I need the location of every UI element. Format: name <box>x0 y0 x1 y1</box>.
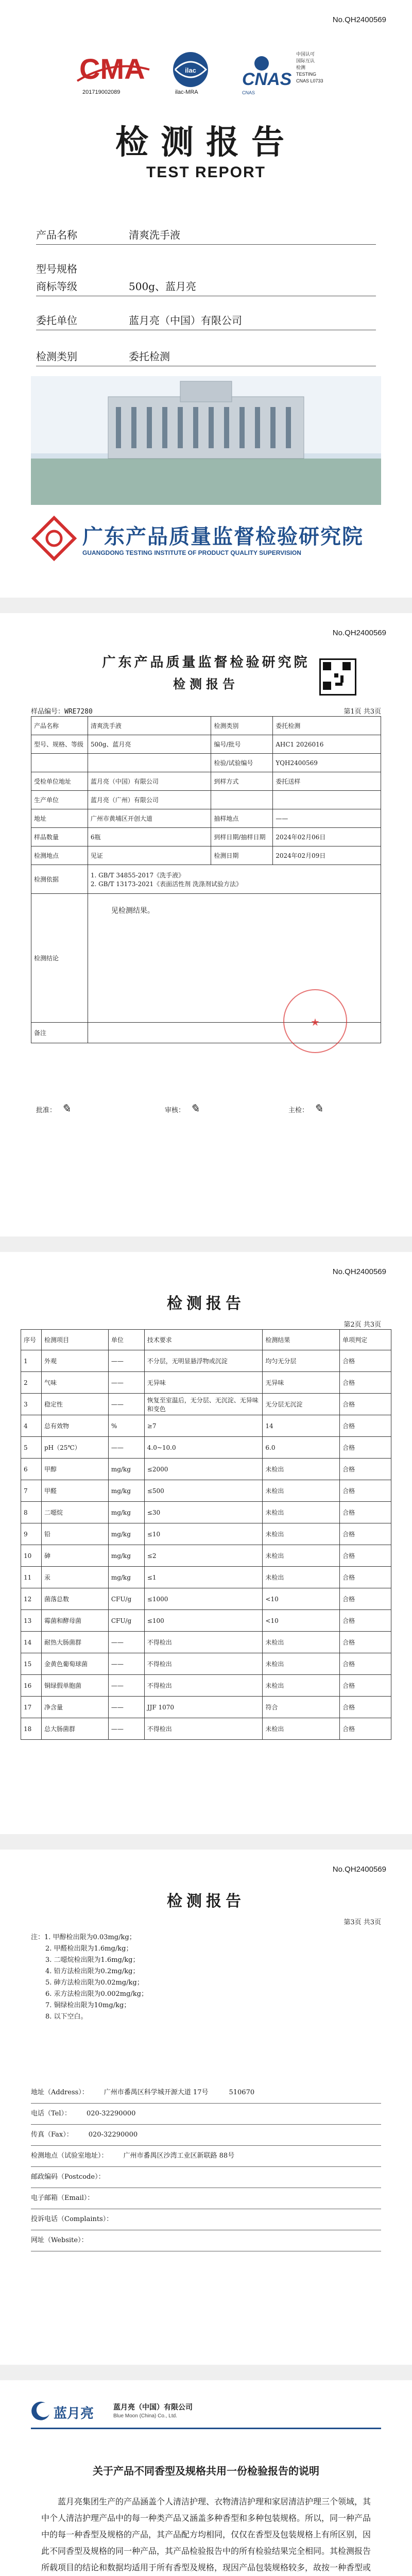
requirement: ≤1 <box>144 1567 263 1588</box>
table-row <box>21 1372 391 1394</box>
cnas-caption-line: 检测 <box>296 65 306 70</box>
result: <10 <box>263 1610 340 1632</box>
svg-text:ilac: ilac <box>185 66 196 74</box>
test-item: 总大肠菌群 <box>41 1718 108 1740</box>
cell-label: 到样日期/抽样日期 <box>211 828 273 846</box>
result: 未检出 <box>263 1459 340 1480</box>
requirement: 无异味 <box>144 1372 263 1394</box>
company-name: 蓝月亮（中国）有限公司 <box>113 2403 193 2412</box>
verdict: 合格 <box>340 1567 391 1588</box>
basis-line: 1. GB/T 34855-2017《洗手液》 <box>90 871 185 879</box>
column-header: 单位 <box>108 1330 144 1350</box>
test-item: pH（25℃） <box>41 1437 108 1459</box>
note-line: 3. 二噁烷检出限为1.6mg/kg； <box>45 1956 140 1964</box>
statement-paragraph: 蓝月亮集团生产的产品涵盖个人清洁护理、衣物清洁护理和家居清洁护理三个领域，其中个人清洁护理产品中的每一种类产品又涵盖多种香型和多种包装规格。所以，同一种产品中的每一种香型及规格的产品，其产品配方均相同，仅仅在香型及包装规格上有所区别，因此不同香型及规格的同一种产品，其产品检验报告中的所有检验结果完全相同。其检测报告所载项目的结论和数据均适用于所有香型及规格，现因产品包装规格较多，故按一种香型或 <box>41 2497 371 2572</box>
row-index: 4 <box>21 1415 42 1437</box>
report-number: No.QH2400569 <box>332 1267 386 1276</box>
result: 14 <box>263 1415 340 1437</box>
cell-label: 检测地点 <box>31 846 88 865</box>
contact-value: 广州市番禺区沙湾工业区新联路 88号 <box>123 2152 235 2160</box>
contact-row <box>31 2129 381 2146</box>
row-index: 14 <box>21 1632 42 1653</box>
test-item: 铅 <box>41 1523 108 1545</box>
table-row <box>21 1718 391 1740</box>
brand-name: 蓝月亮 <box>54 2406 94 2421</box>
institute-logo-icon <box>31 515 77 562</box>
report-page-1 <box>0 613 412 1236</box>
result: 均匀无分层 <box>263 1350 340 1372</box>
cell-label: 产品名称 <box>31 717 88 735</box>
table-row <box>21 1350 391 1372</box>
sign-label: 审核： <box>165 1107 185 1114</box>
row-index: 9 <box>21 1523 42 1545</box>
cma-code: 201719002089 <box>82 89 121 95</box>
test-item: 砷 <box>41 1545 108 1567</box>
verdict: 合格 <box>340 1459 391 1480</box>
result: 未检出 <box>263 1632 340 1653</box>
row-index: 3 <box>21 1394 42 1415</box>
cell-value: 2024年02月09日 <box>273 846 381 865</box>
contact-value: 020-32290000 <box>88 2131 138 2139</box>
requirement: ≤500 <box>144 1480 263 1502</box>
page-gap <box>0 598 412 613</box>
statement-page <box>0 2380 412 2576</box>
verdict: 合格 <box>340 1372 391 1394</box>
row-index: 17 <box>21 1697 42 1718</box>
cell-value: 500g、蓝月亮 <box>88 735 211 754</box>
row-label: 型号规格 <box>36 263 77 275</box>
cell-label: 检测类别 <box>211 717 273 735</box>
row-index: 11 <box>21 1567 42 1588</box>
cell-value: YQH2400569 <box>273 754 381 772</box>
unit: —— <box>108 1632 144 1653</box>
accreditation-logos <box>0 49 412 95</box>
page-indicator: 第2页 共3页 <box>344 1321 381 1329</box>
cell-value <box>273 791 381 809</box>
sample-number <box>31 706 93 716</box>
row-index: 10 <box>21 1545 42 1567</box>
page-title: 检测报告 <box>167 1295 245 1313</box>
test-item: 菌落总数 <box>41 1588 108 1610</box>
cell-value: 委托送样 <box>273 772 381 791</box>
requirement: JJF 1070 <box>144 1697 263 1718</box>
cell-label: 检测日期 <box>211 846 273 865</box>
contact-value: 广州市番禺区科学城开源大道 17号 <box>104 2089 209 2096</box>
row-label: 商标等级 <box>36 280 77 293</box>
requirement: 不得检出 <box>144 1632 263 1653</box>
cell-value: 2024年02月06日 <box>273 828 381 846</box>
contact-label: 电话（Tel）： <box>31 2110 72 2117</box>
column-header: 检测结果 <box>263 1330 340 1350</box>
basis-cell <box>88 865 381 894</box>
result: 无分层无沉淀 <box>263 1394 340 1415</box>
contact-row <box>31 2234 381 2251</box>
cell-label: 抽样地点 <box>211 809 273 828</box>
svg-text:CNAS: CNAS <box>242 70 292 89</box>
contact-label: 电子邮箱（Email）： <box>31 2194 94 2202</box>
requirement: ≤2 <box>144 1545 263 1567</box>
sign-label: 主检： <box>288 1107 309 1114</box>
test-item: 甲醛 <box>41 1480 108 1502</box>
report-title: 检测报告 <box>115 123 297 162</box>
column-header: 单项判定 <box>340 1330 391 1350</box>
contact-row <box>31 2213 381 2230</box>
note-line: 6. 汞方法检出限为0.002mg/kg； <box>45 1990 148 1998</box>
test-item: 耐热大肠菌群 <box>41 1632 108 1653</box>
unit: mg/kg <box>108 1567 144 1588</box>
requirement: ≤10 <box>144 1523 263 1545</box>
ilac-mra-logo <box>165 49 216 95</box>
row-index: 7 <box>21 1480 42 1502</box>
table-row <box>21 1588 391 1610</box>
report-number: No.QH2400569 <box>332 629 386 637</box>
unit: —— <box>108 1675 144 1697</box>
page-indicator: 第3页 共3页 <box>344 1919 381 1926</box>
test-item: 霉菌和酵母菌 <box>41 1610 108 1632</box>
contact-label: 传真（Fax）： <box>31 2131 73 2139</box>
svg-text:CMA: CMA <box>79 53 145 85</box>
verdict: 合格 <box>340 1632 391 1653</box>
result: 未检出 <box>263 1675 340 1697</box>
cover-page <box>0 0 412 598</box>
verdict: 合格 <box>340 1653 391 1675</box>
contact-block <box>31 2087 381 2256</box>
note-line: 4. 铅方法检出限为0.2mg/kg； <box>45 1968 140 1975</box>
test-item: 总有效物 <box>41 1415 108 1437</box>
row-index: 1 <box>21 1350 42 1372</box>
cell-label: 检测依据 <box>31 865 88 894</box>
unit: CFU/g <box>108 1610 144 1632</box>
table-row <box>21 1415 391 1437</box>
row-value: 委托检测 <box>129 350 170 363</box>
ilac-label: ilac-MRA <box>175 89 198 95</box>
unit: mg/kg <box>108 1480 144 1502</box>
cell-value: 见证 <box>88 846 211 865</box>
requirement: ≤2000 <box>144 1459 263 1480</box>
table-row <box>21 1567 391 1588</box>
table-row <box>21 1545 391 1567</box>
unit: % <box>108 1415 144 1437</box>
cell-value: 委托检测 <box>273 717 381 735</box>
institute-building-photo <box>31 376 381 505</box>
page-indicator: 第1页 共3页 <box>344 708 381 716</box>
table-row <box>21 1480 391 1502</box>
table-header <box>21 1330 391 1350</box>
contact-row <box>31 2150 381 2167</box>
cell-label: 地址 <box>31 809 88 828</box>
unit: —— <box>108 1350 144 1372</box>
cell-label: 备注 <box>31 1023 88 1043</box>
cma-logo <box>72 49 154 95</box>
contact-value: 020-32290000 <box>87 2110 136 2117</box>
row-index: 6 <box>21 1459 42 1480</box>
verdict: 合格 <box>340 1610 391 1632</box>
table-row <box>21 1502 391 1523</box>
notes-list <box>31 1932 148 2023</box>
table-row <box>21 1523 391 1545</box>
page-gap <box>0 1834 412 1850</box>
contact-extra: 510670 <box>229 2089 255 2096</box>
table-row <box>21 1653 391 1675</box>
verdict: 合格 <box>340 1718 391 1740</box>
result: 未检出 <box>263 1653 340 1675</box>
row-value: 蓝月亮（中国）有限公司 <box>129 314 242 327</box>
report-page-2 <box>0 1252 412 1834</box>
row-index: 8 <box>21 1502 42 1523</box>
test-item: 外观 <box>41 1350 108 1372</box>
sign-label: 批准： <box>36 1107 57 1114</box>
note-line: 5. 砷方法检出限为0.02mg/kg； <box>45 1979 144 1987</box>
company-name-en: Blue Moon (China) Co., Ltd. <box>113 2413 177 2419</box>
result: 无异味 <box>263 1372 340 1394</box>
result: <10 <box>263 1588 340 1610</box>
cell-label: 到样方式 <box>211 772 273 791</box>
sample-number-value: WRE7280 <box>64 708 93 716</box>
conclusion-text: 见检测结果。 <box>111 907 154 915</box>
unit: —— <box>108 1394 144 1415</box>
table-row <box>21 1437 391 1459</box>
cell-value: 广州市黄埔区开创大道 <box>88 809 211 828</box>
results-body <box>21 1350 391 1740</box>
sign-review: 审核： ✎ <box>165 1103 200 1115</box>
row-label: 检测类别 <box>36 350 77 363</box>
cnas-logo <box>237 49 340 95</box>
cell-value: 清爽洗手液 <box>88 717 211 735</box>
requirement: 4.0~10.0 <box>144 1437 263 1459</box>
verdict: 合格 <box>340 1415 391 1437</box>
report-number: No.QH2400569 <box>332 1865 386 1874</box>
verdict: 合格 <box>340 1480 391 1502</box>
unit: —— <box>108 1718 144 1740</box>
test-item: 稳定性 <box>41 1394 108 1415</box>
cnas-caption-line: CNAS L0733 <box>296 78 323 83</box>
column-header: 序号 <box>21 1330 42 1350</box>
note-line: 2. 甲醛检出限为1.6mg/kg； <box>45 1945 133 1953</box>
unit: mg/kg <box>108 1545 144 1567</box>
unit: —— <box>108 1437 144 1459</box>
requirement: 不得检出 <box>144 1675 263 1697</box>
cell-label: 检测结论 <box>31 894 88 1023</box>
row-index: 15 <box>21 1653 42 1675</box>
unit: CFU/g <box>108 1588 144 1610</box>
row-index: 2 <box>21 1372 42 1394</box>
report-number: No.QH2400569 <box>332 15 386 24</box>
unit: —— <box>108 1697 144 1718</box>
result: 未检出 <box>263 1567 340 1588</box>
row-index: 13 <box>21 1610 42 1632</box>
row-label: 产品名称 <box>36 229 77 241</box>
cell-value: —— <box>273 809 381 828</box>
column-header: 技术要求 <box>144 1330 263 1350</box>
result: 未检出 <box>263 1718 340 1740</box>
statement-title: 关于产品不同香型及规格共用一份检验报告的说明 <box>93 2465 319 2477</box>
result: 未检出 <box>263 1502 340 1523</box>
note-line: 注：1. 甲醇检出限为0.03mg/kg； <box>31 1934 136 1941</box>
cell-label: 样品数量 <box>31 828 88 846</box>
note-line: 7. 铜绿检出限为10mg/kg； <box>45 2002 131 2009</box>
divider <box>36 244 376 245</box>
verdict: 合格 <box>340 1437 391 1459</box>
unit: mg/kg <box>108 1523 144 1545</box>
verdict: 合格 <box>340 1675 391 1697</box>
unit: mg/kg <box>108 1502 144 1523</box>
page-title: 检测报告 <box>173 676 239 691</box>
table-row <box>21 1459 391 1480</box>
cnas-caption-line: 中国认可 <box>296 52 315 57</box>
contact-row <box>31 2171 381 2188</box>
verdict: 合格 <box>340 1545 391 1567</box>
table-row <box>21 1675 391 1697</box>
result: 符合 <box>263 1697 340 1718</box>
test-item: 甲醇 <box>41 1459 108 1480</box>
contact-row <box>31 2087 381 2104</box>
cell-label: 检验/试验编号 <box>211 754 273 772</box>
cell-label <box>211 791 273 809</box>
requirement: ≤100 <box>144 1610 263 1632</box>
test-item: 铜绿假单胞菌 <box>41 1675 108 1697</box>
institute-name-en: GUANGDONG TESTING INSTITUTE OF PRODUCT QUALITY SUPERVISION <box>82 549 301 556</box>
row-index: 16 <box>21 1675 42 1697</box>
note-line: 8. 以下空白。 <box>45 2013 88 2021</box>
contact-label: 检测地点（试验室地址）： <box>31 2152 108 2160</box>
table-row <box>21 1632 391 1653</box>
institute-name: 广东产品质量监督检验研究院 <box>82 525 364 549</box>
test-item: 气味 <box>41 1372 108 1394</box>
table-row <box>21 1697 391 1718</box>
cell-label: 型号、规格、等级 <box>31 735 88 754</box>
official-stamp: ★ <box>283 989 347 1053</box>
page-gap <box>0 1236 412 1252</box>
test-item: 二噁烷 <box>41 1502 108 1523</box>
cell-value <box>88 754 211 772</box>
test-item: 金黄色葡萄球菌 <box>41 1653 108 1675</box>
cnas-caption-line: 国际互认 <box>296 58 315 63</box>
cell-value: 蓝月亮（中国）有限公司 <box>88 772 211 791</box>
statement-body <box>41 2494 371 2576</box>
test-item: 汞 <box>41 1567 108 1588</box>
row-label: 委托单位 <box>36 314 77 327</box>
contact-label: 网址（Website）： <box>31 2236 88 2244</box>
row-index: 18 <box>21 1718 42 1740</box>
institute-header: 广东产品质量监督检验研究院 <box>102 655 310 670</box>
cell-value: 蓝月亮（广州）有限公司 <box>88 791 211 809</box>
row-index: 12 <box>21 1588 42 1610</box>
cell-label: 生产单位 <box>31 791 88 809</box>
results-table <box>21 1329 391 1740</box>
result: 6.0 <box>263 1437 340 1459</box>
requirement: ≥7 <box>144 1415 263 1437</box>
unit: —— <box>108 1372 144 1394</box>
qr-code <box>319 658 356 696</box>
cell-label <box>31 754 88 772</box>
cell-label: 编号/批号 <box>211 735 273 754</box>
row-value: 500g、蓝月亮 <box>129 280 196 293</box>
page-gap <box>0 2365 412 2380</box>
sample-number-label: 样品编号： <box>31 708 65 716</box>
verdict: 合格 <box>340 1502 391 1523</box>
requirement: 不得检出 <box>144 1718 263 1740</box>
result: 未检出 <box>263 1480 340 1502</box>
requirement: 恢复至室温后，无分层、无沉淀、无异味和变色 <box>144 1394 263 1415</box>
basis-line: 2. GB/T 13173-2021《表面活性剂 洗涤剂试验方法》 <box>90 880 242 888</box>
sign-approve: 批准： ✎ <box>36 1103 71 1115</box>
contact-row <box>31 2108 381 2125</box>
requirement: 不分层，无明显悬浮物或沉淀 <box>144 1350 263 1372</box>
test-item: 净含量 <box>41 1697 108 1718</box>
column-header: 检测项目 <box>41 1330 108 1350</box>
contact-label: 投诉电话（Complaints）： <box>31 2215 113 2223</box>
result: 未检出 <box>263 1523 340 1545</box>
verdict: 合格 <box>340 1588 391 1610</box>
page-title: 检测报告 <box>167 1892 245 1910</box>
unit: —— <box>108 1653 144 1675</box>
unit: mg/kg <box>108 1459 144 1480</box>
contact-label: 地址（Address）： <box>31 2089 89 2096</box>
table-row <box>21 1610 391 1632</box>
contact-row <box>31 2192 381 2209</box>
brand-logo-icon <box>31 2401 52 2421</box>
verdict: 合格 <box>340 1697 391 1718</box>
row-value: 清爽洗手液 <box>129 229 180 241</box>
header-rule <box>31 2428 381 2429</box>
verdict: 合格 <box>340 1523 391 1545</box>
cnas-label: CNAS <box>242 90 255 95</box>
verdict: 合格 <box>340 1394 391 1415</box>
table-row <box>21 1394 391 1415</box>
cell-value: 6瓶 <box>88 828 211 846</box>
cnas-caption <box>296 51 323 84</box>
cell-value: AHC1 2026016 <box>273 735 381 754</box>
requirement: ≤30 <box>144 1502 263 1523</box>
row-index: 5 <box>21 1437 42 1459</box>
cell-label: 受检单位地址 <box>31 772 88 791</box>
report-page-3 <box>0 1850 412 2365</box>
sign-inspect: 主检： ✎ <box>288 1103 323 1115</box>
requirement: 不得检出 <box>144 1653 263 1675</box>
verdict: 合格 <box>340 1350 391 1372</box>
requirement: ≤1000 <box>144 1588 263 1610</box>
result: 未检出 <box>263 1545 340 1567</box>
cnas-caption-line: TESTING <box>296 72 317 77</box>
contact-label: 邮政编码（Postcode）： <box>31 2173 105 2181</box>
report-title-en: TEST REPORT <box>146 164 266 181</box>
